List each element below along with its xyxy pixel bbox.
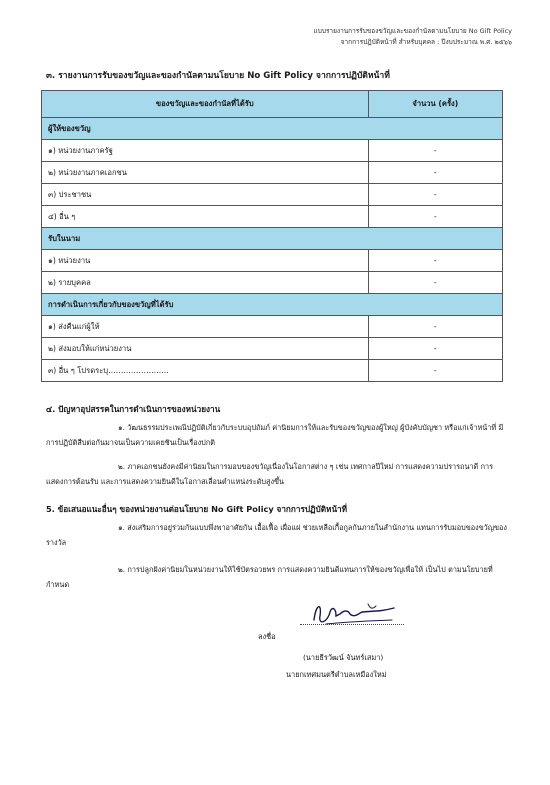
row-label: ๓) อื่น ๆ โปรดระบุ…………………… [42,360,369,382]
table-row [42,184,503,206]
report-header [314,26,513,48]
category-row-action [42,294,503,316]
row-count: - [368,338,502,360]
table-row [42,360,503,382]
column-header-item: ของขวัญและของกำนัลที่ได้รับ [42,91,369,118]
paragraph-text: ๒. การปลูกฝังค่านิยมในหน่วยงานให้ใช้บัตรอวยพร การแสดงความยินดีแทนการให้ของขวัญเพื่อให้ เป็นไป ตามนโยบายที่กำหนด [46,565,493,589]
table-row [42,206,503,228]
header-line-1: แบบรายงานการรับของขวัญและของกำนัลตามนโยบาย No Gift Policy [313,27,512,35]
category-title: ผู้ให้ของขวัญ [42,118,503,140]
table-row [42,140,503,162]
row-count: - [368,206,502,228]
column-header-count: จำนวน (ครั้ง) [368,91,502,118]
signature-line [300,624,404,625]
category-title: การดำเนินการเกี่ยวกับของขวัญที่ได้รับ [42,294,503,316]
table-row [42,250,503,272]
signer-position: นายกเทศมนตรีตำบลเหมืองใหม่ [286,670,387,679]
paragraph-text: ๑. ส่งเสริมการอยู่ร่วมกันแบบพึ่งพาอาศัยกัน เอื้อเฟื้อ เผื่อแผ่ ช่วยเหลือเกื้อกูลกันภายในสำนักงาน แทนการรับมอบของขวัญของรางวัล [46,523,507,547]
section-4-title: ๔. ปัญหาอุปสรรคในการดำเนินการของหน่วยงาน [46,404,221,414]
section-5-paragraph-1 [46,520,508,550]
row-count: - [368,250,502,272]
section-5-title: 5. ข้อเสนอแนะอื่นๆ ของหน่วยงานต่อนโยบาย No Gift Policy จากการปฏิบัติหน้าที่ [46,504,348,514]
row-count: - [368,360,502,382]
row-label: ๒) ส่งมอบให้แก่หน่วยงาน [42,338,369,360]
paragraph-text: ๒. ภาคเอกชนยังคงมีค่านิยมในการมอบของขวัญเนื่องในโอกาสต่าง ๆ เช่น เทศกาลปีใหม่ การแสดงความปรารถนาดี การแสดงการต้อนรับ และการแสดงความยินดีในโอกาสเลื่อนตำแหน่งระดับสูงขึ้น [46,462,494,486]
row-count: - [368,272,502,294]
row-count: - [368,140,502,162]
row-count: - [368,316,502,338]
row-label: ๑) หน่วยงาน [42,250,369,272]
row-count: - [368,162,502,184]
section-4-paragraph-1 [46,420,508,450]
row-label: ๔) อื่น ๆ [42,206,369,228]
table-row [42,162,503,184]
signature-label: ลงชื่อ [258,632,276,641]
gift-report-table [41,90,503,382]
table-row [42,316,503,338]
category-row-received-as [42,228,503,250]
paragraph-text: ๑. วัฒนธรรมประเพณีปฏิบัติเกี่ยวกับระบบอุปถัมภ์ ค่านิยมการให้และรับของขวัญของผู้ใหญ่ ผู้บังคับบัญชา หรือแก่เจ้าหน้าที่ มีการปฏิบัติสืบต่อกันมาจนเป็นความเคยชินเป็นเรื่องปกติ [46,423,504,447]
table-row [42,272,503,294]
section-3-title: ๓. รายงานการรับของขวัญและของกำนัลตามนโยบาย No Gift Policy จากการปฏิบัติหน้าที่ [46,71,390,81]
row-label: ๒) หน่วยงานภาคเอกชน [42,162,369,184]
category-title: รับในนาม [42,228,503,250]
row-label: ๑) ส่งคืนแก่ผู้ให้ [42,316,369,338]
row-label: ๑) หน่วยงานภาครัฐ [42,140,369,162]
row-label: ๓) ประชาชน [42,184,369,206]
handwritten-signature [306,598,398,634]
section-4-paragraph-2 [46,459,508,489]
category-row-giver [42,118,503,140]
section-5-paragraph-2 [46,562,508,592]
table-row [42,338,503,360]
row-label: ๒) รายบุคคล [42,272,369,294]
table-header-row [42,91,503,118]
row-count: - [368,184,502,206]
header-line-2: จากการปฏิบัติหน้าที่ สำหรับบุคคล : ปีงบประมาณ พ.ศ. ๒๕๖๖ [340,38,512,46]
signer-name: (นายธีรวัฒน์ จันทร์เสมา) [303,653,384,662]
